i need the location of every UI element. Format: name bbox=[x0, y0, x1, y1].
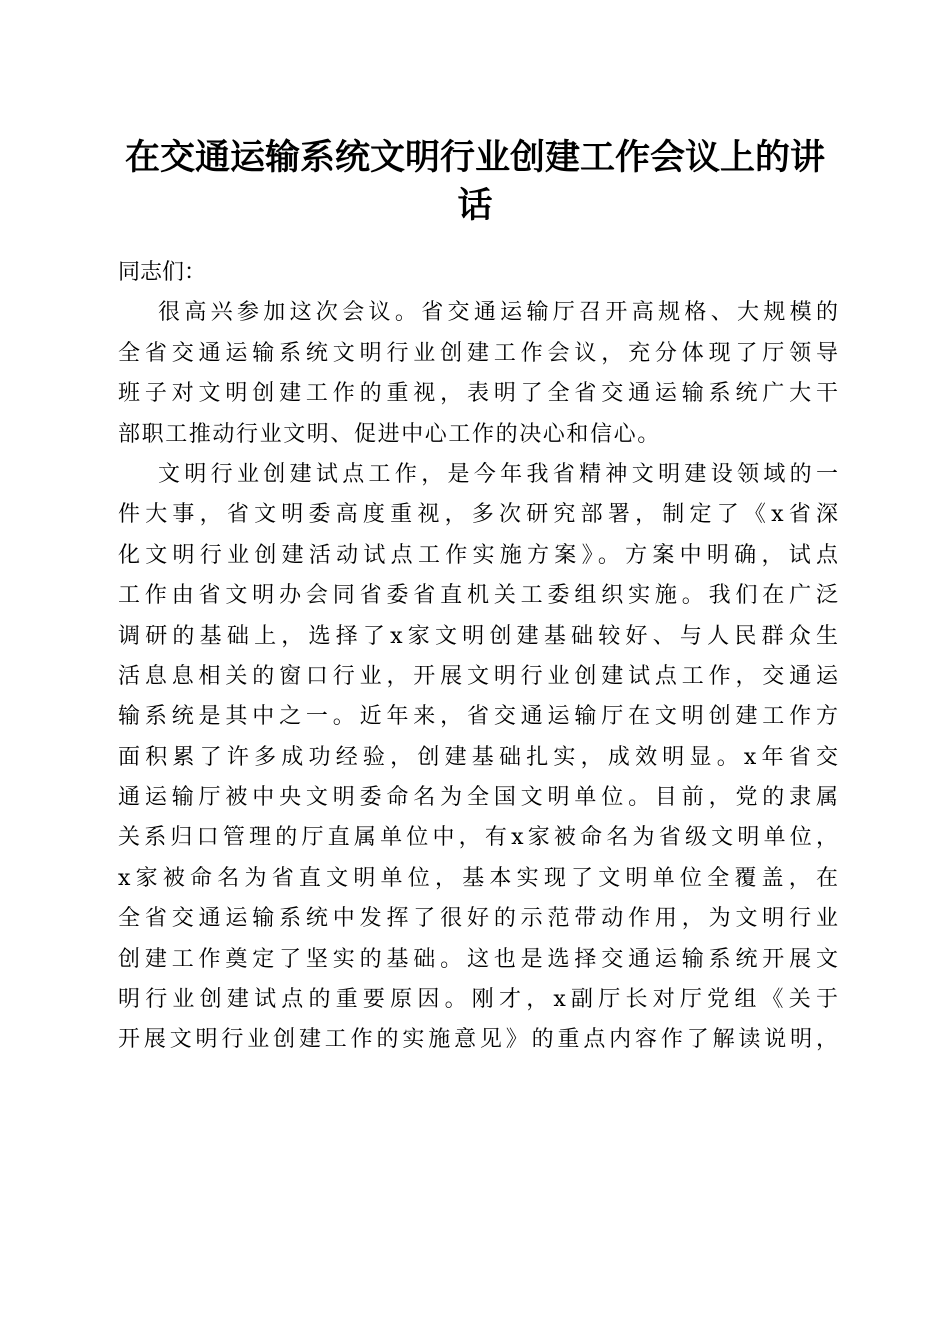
paragraph-2-line-12: 全省交通运输系统中发挥了很好的示范带动作用，为文明行业 bbox=[118, 906, 838, 932]
title-line-1: 在交通运输系统文明行业创建工作会议上的讲 bbox=[124, 137, 825, 178]
paragraph-2-line-9: 通运输厅被中央文明委命名为全国文明单位。目前，党的隶属 bbox=[118, 785, 838, 811]
paragraph-2-line-10: 关系归口管理的厅直属单位中，有x家被命名为省级文明单位， bbox=[118, 825, 838, 851]
paragraph-2-line-8: 面积累了许多成功经验，创建基础扎实，成效明显。x年省交 bbox=[118, 744, 838, 770]
paragraph-1-line-1: 很高兴参加这次会议。省交通运输厅召开高规格、大规模的 bbox=[158, 300, 838, 326]
paragraph-2-line-6: 活息息相关的窗口行业，开展文明行业创建试点工作，交通运 bbox=[118, 663, 838, 689]
document-title bbox=[115, 134, 835, 230]
title-line-2: 话 bbox=[457, 185, 493, 226]
paragraph-2-line-11: x家被命名为省直文明单位，基本实现了文明单位全覆盖，在 bbox=[118, 865, 838, 891]
paragraph-2-line-3: 化文明行业创建活动试点工作实施方案》。方案中明确，试点 bbox=[118, 542, 838, 568]
paragraph-2-line-14: 明行业创建试点的重要原因。刚才，x副厅长对厅党组《关于 bbox=[118, 987, 838, 1013]
paragraph-2-line-4: 工作由省文明办会同省委省直机关工委组织实施。我们在广泛 bbox=[118, 583, 838, 609]
paragraph-2-line-15: 开展文明行业创建工作的实施意见》的重点内容作了解读说明， bbox=[118, 1027, 838, 1053]
paragraph-2-line-7: 输系统是其中之一。近年来，省交通运输厅在文明创建工作方 bbox=[118, 704, 838, 730]
document-body bbox=[118, 253, 838, 1061]
paragraph-1-line-2: 全省交通运输系统文明行业创建工作会议，充分体现了厅领导 bbox=[118, 340, 838, 366]
paragraph-2-line-5: 调研的基础上，选择了x家文明创建基础较好、与人民群众生 bbox=[118, 623, 838, 649]
paragraph-2-line-1: 文明行业创建试点工作，是今年我省精神文明建设领域的一 bbox=[158, 461, 838, 487]
paragraph-1-line-4: 部职工推动行业文明、促进中心工作的决心和信心。 bbox=[118, 421, 661, 447]
paragraph-1-line-3: 班子对文明创建工作的重视，表明了全省交通运输系统广大干 bbox=[118, 381, 838, 407]
salutation: 同志们： bbox=[118, 260, 207, 285]
paragraph-2-line-2: 件大事，省文明委高度重视，多次研究部署，制定了《x省深 bbox=[118, 502, 838, 528]
paragraph-2-line-13: 创建工作奠定了坚实的基础。这也是选择交通运输系统开展文 bbox=[118, 946, 838, 972]
